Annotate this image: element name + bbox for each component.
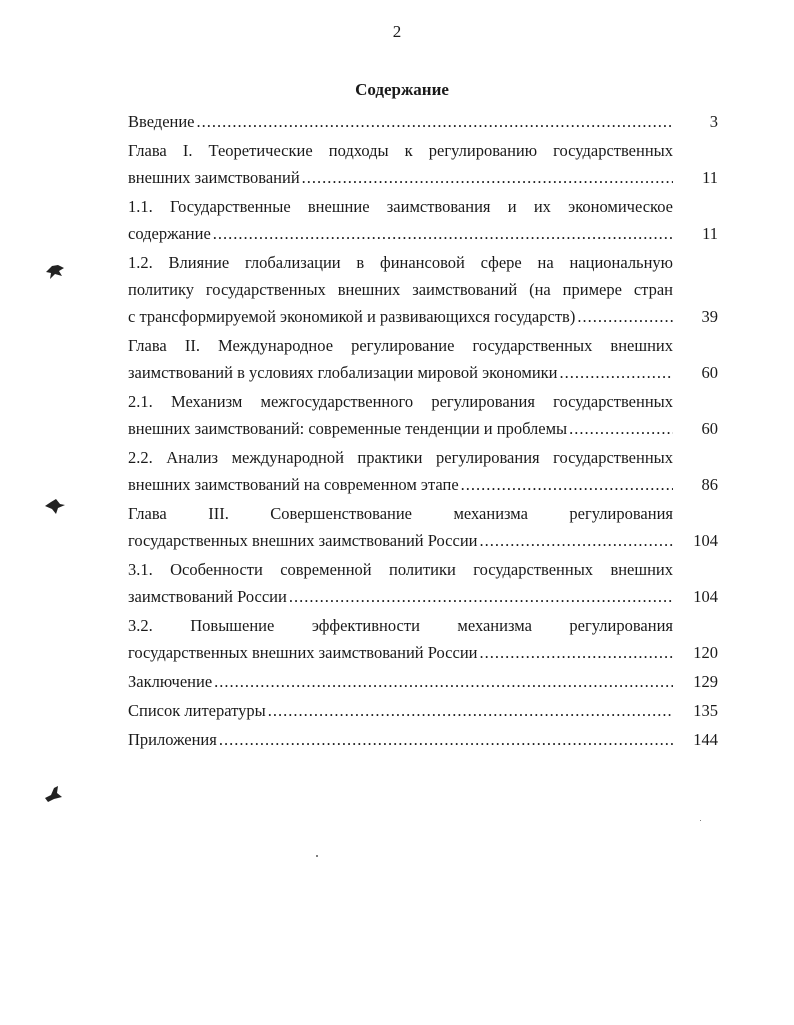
dot-leader — [219, 726, 673, 753]
toc-entry-page: 11 — [702, 224, 718, 243]
toc-entry-line: Введение — [128, 112, 195, 131]
toc-entry — [128, 193, 718, 247]
toc-entry-line: заимствований России — [128, 587, 287, 606]
toc-entry-title — [128, 388, 673, 442]
dot-leader — [214, 668, 673, 695]
binder-mark-3 — [42, 784, 64, 804]
toc-entry-title — [128, 193, 673, 247]
toc-entry — [128, 444, 718, 498]
toc-entry-line: внешних заимствований — [128, 168, 300, 187]
toc-entry-line: Приложения — [128, 730, 217, 749]
toc-entry-line: 1.2. Влияние глобализации в финансовой сфере на национальную — [128, 253, 673, 272]
toc-entry-title — [128, 697, 673, 724]
dot-leader — [569, 415, 673, 442]
toc-entry-line: 2.1. Механизм межгосударственного регулирования государственных — [128, 392, 673, 411]
toc-entry-line: 3.2. Повышение эффективности механизма регулирования — [128, 616, 673, 635]
toc-entry — [128, 612, 718, 666]
toc-entry-line: содержание — [128, 224, 211, 243]
toc-entry-page: 104 — [693, 587, 718, 606]
toc-entry-title — [128, 137, 673, 191]
toc-entry-line: с трансформируемой экономикой и развивающихся государств) — [128, 307, 576, 326]
toc-entry-page: 135 — [693, 701, 718, 720]
toc-entry-title — [128, 108, 673, 135]
dot-leader — [479, 639, 673, 666]
table-of-contents — [128, 108, 718, 755]
toc-entry — [128, 108, 718, 135]
toc-entry-line: заимствований в условиях глобализации мировой экономики — [128, 363, 558, 382]
toc-entry — [128, 500, 718, 554]
toc-entry-line: Глава III. Совершенствование механизма регулирования — [128, 504, 673, 523]
toc-entry-page: 86 — [701, 475, 718, 494]
toc-entry-title — [128, 612, 673, 666]
toc-entry-line: политику государственных внешних заимствований (на примере стран — [128, 280, 673, 299]
toc-entry — [128, 668, 718, 695]
toc-entry-line: Глава I. Теоретические подходы к регулированию государственных — [128, 141, 673, 160]
toc-entry-page: 60 — [701, 363, 718, 382]
toc-entry-page: 104 — [693, 531, 718, 550]
toc-entry-line: Глава II. Международное регулирование государственных внешних — [128, 336, 673, 355]
toc-entry-title — [128, 726, 673, 753]
toc-entry-line: 3.1. Особенности современной политики государственных внешних — [128, 560, 673, 579]
binder-mark-1 — [44, 262, 66, 282]
toc-entry-title — [128, 556, 673, 610]
scan-speck — [700, 820, 701, 821]
dot-leader — [268, 697, 673, 724]
toc-entry-line: государственных внешних заимствований России — [128, 643, 478, 662]
toc-entry-line: внешних заимствований: современные тенденции и проблемы — [128, 419, 568, 438]
dot-leader — [560, 359, 674, 386]
toc-entry-line: 2.2. Анализ международной практики регулирования государственных — [128, 448, 673, 467]
toc-entry-title — [128, 249, 673, 330]
toc-entry — [128, 556, 718, 610]
toc-entry — [128, 332, 718, 386]
toc-entry-title — [128, 444, 673, 498]
toc-entry-line: внешних заимствований на современном этапе — [128, 475, 459, 494]
dot-leader — [479, 527, 673, 554]
dot-leader — [461, 471, 673, 498]
toc-entry — [128, 249, 718, 330]
dot-leader — [213, 220, 673, 247]
scan-speck — [316, 855, 318, 857]
toc-entry-page: 3 — [709, 112, 718, 131]
toc-title: Содержание — [355, 80, 449, 99]
toc-entry-line: государственных внешних заимствований России — [128, 531, 478, 550]
toc-entry — [128, 388, 718, 442]
toc-entry-page: 60 — [701, 419, 718, 438]
toc-entry-title — [128, 332, 673, 386]
dot-leader — [289, 583, 673, 610]
toc-entry-page: 144 — [693, 730, 718, 749]
binder-mark-2 — [44, 497, 66, 517]
dot-leader — [577, 303, 673, 330]
dot-leader — [302, 164, 673, 191]
toc-entry-line: 1.1. Государственные внешние заимствования и их экономическое — [128, 197, 673, 216]
toc-entry-title — [128, 500, 673, 554]
toc-entry-page: 11 — [702, 168, 718, 187]
toc-entry-title — [128, 668, 673, 695]
toc-entry — [128, 697, 718, 724]
toc-entry-page: 129 — [693, 672, 718, 691]
dot-leader — [197, 108, 673, 135]
toc-entry-page: 39 — [701, 307, 718, 326]
toc-entry-page: 120 — [693, 643, 718, 662]
toc-entry — [128, 137, 718, 191]
toc-entry-line: Список литературы — [128, 701, 266, 720]
toc-entry — [128, 726, 718, 753]
toc-entry-line: Заключение — [128, 672, 213, 691]
page-number: 2 — [392, 22, 402, 41]
